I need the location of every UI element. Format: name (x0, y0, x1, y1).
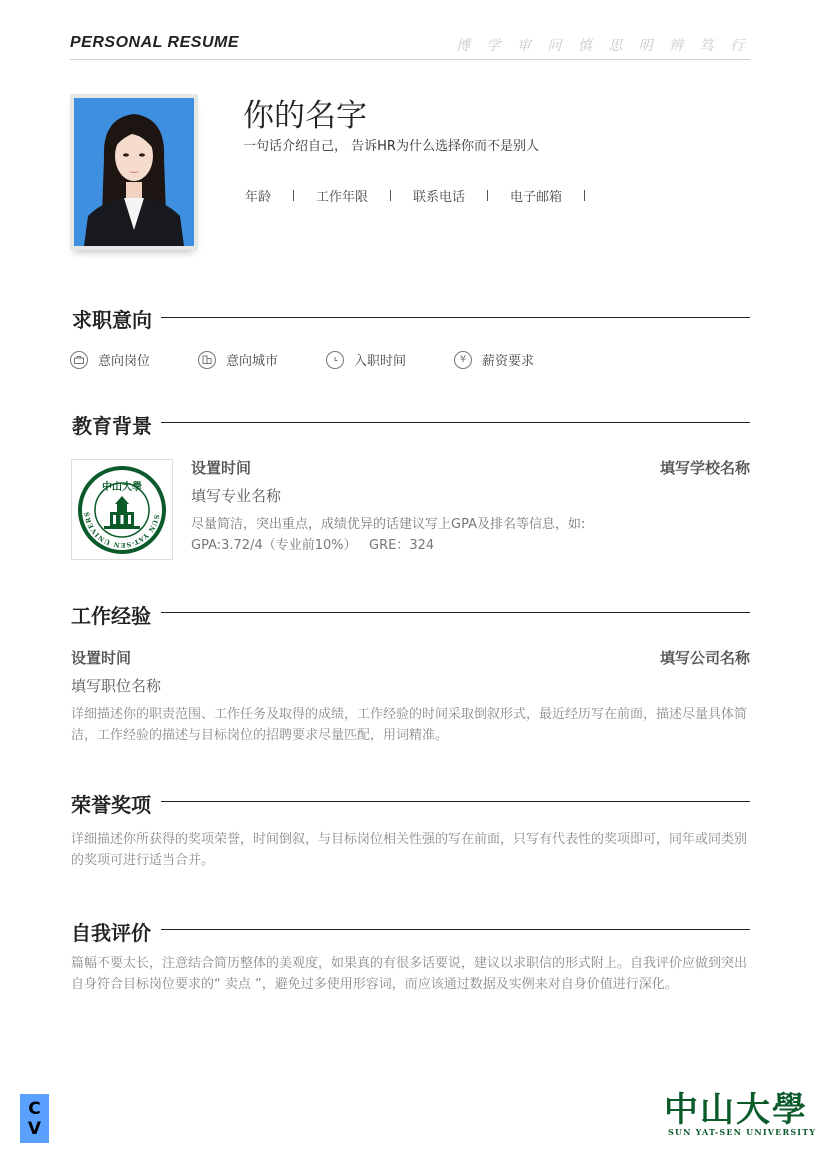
info-separator (390, 190, 391, 201)
work-position: 填写职位名称 (71, 677, 162, 695)
header-motto: 博 学 审 问 慎 思 明 辨 笃 行 (455, 38, 750, 54)
university-seal-icon (72, 460, 172, 559)
header-title: PERSONAL RESUME (70, 34, 240, 51)
section-divider (161, 612, 750, 613)
info-work-years: 工作年限 (316, 190, 369, 205)
intent-start-date-label: 入职时间 (354, 354, 407, 369)
university-logo (71, 459, 173, 560)
self-description: 篇幅不要太长，注意结合简历整体的美观度，如果真的有很多话要说，建议以求职信的形式附上。自我评价应做到突出自身符合目标岗位要求的“ 卖点 ”，避免过多使用形容词，而应该通过数据及实例来对自身价值进行深化。 (71, 956, 748, 992)
building-icon (198, 351, 216, 369)
education-description (191, 514, 661, 556)
portrait-image (74, 98, 194, 246)
education-desc-line-1: 尽量简洁，突出重点，成绩优异的话建议写上GPA及排名等信息，如: (191, 517, 586, 532)
section-title-education: 教育背景 (72, 414, 152, 438)
seal-cn-text: 中山大學 (102, 482, 142, 493)
info-separator (293, 190, 294, 201)
work-company: 填写公司名称 (659, 649, 750, 667)
intent-start-date (326, 350, 406, 369)
education-major: 填写专业名称 (191, 487, 282, 505)
cv-badge (20, 1094, 49, 1143)
intent-salary-label: 薪资要求 (482, 354, 535, 369)
intent-city (198, 350, 278, 369)
education-desc-line-2: GPA:3.72/4（专业前10%） GRE：324 (191, 538, 435, 553)
profile-photo (70, 94, 198, 250)
briefcase-icon (70, 351, 88, 369)
section-divider (161, 422, 750, 423)
section-title-intent: 求职意向 (72, 308, 152, 332)
section-title-work: 工作经验 (71, 604, 151, 628)
info-separator (584, 190, 585, 201)
profile-info-row (245, 186, 607, 205)
info-phone: 联系电话 (413, 190, 466, 205)
yen-icon: ¥ (454, 351, 472, 369)
intent-position-label: 意向岗位 (98, 354, 151, 369)
cv-badge-c: C (28, 1098, 41, 1119)
profile-name: 你的名字 (243, 98, 367, 134)
education-school: 填写学校名称 (659, 459, 750, 477)
work-description: 详细描述你的职责范围、工作任务及取得的成绩，工作经验的时间采取倒叙形式，最近经历写在前面，描述尽量具体简洁，工作经验的描述与目标岗位的招聘要求尽量匹配，用词精准。 (71, 707, 748, 743)
section-divider (161, 317, 750, 318)
clock-icon (326, 351, 344, 369)
university-brand-english: SUN YAT-SEN UNIVERSITY (668, 1127, 817, 1137)
cv-badge-v: V (27, 1118, 42, 1139)
header-divider (70, 59, 750, 60)
work-time: 设置时间 (71, 649, 132, 667)
profile-intro: 一句话介绍自己， 告诉HR为什么选择你而不是别人 (243, 139, 539, 154)
university-brand-name: 中山大學 (664, 1090, 808, 1130)
intent-row (70, 350, 582, 369)
education-time: 设置时间 (191, 459, 252, 477)
section-title-self: 自我评价 (71, 921, 151, 945)
intent-salary (454, 350, 534, 369)
honors-description: 详细描述你所获得的奖项荣誉，时间倒叙，与目标岗位相关性强的写在前面，只写有代表性的奖项即可，同年或同类别的奖项可进行适当合并。 (71, 832, 748, 868)
section-divider (161, 801, 750, 802)
section-divider (161, 929, 750, 930)
info-age: 年龄 (245, 190, 272, 205)
section-title-honors: 荣誉奖项 (71, 793, 151, 817)
intent-city-label: 意向城市 (226, 354, 279, 369)
info-separator (487, 190, 488, 201)
intent-position (70, 350, 150, 369)
seal-en-text: SUN YAT-SEN UNIVERS (82, 511, 161, 550)
info-email: 电子邮箱 (510, 190, 563, 205)
